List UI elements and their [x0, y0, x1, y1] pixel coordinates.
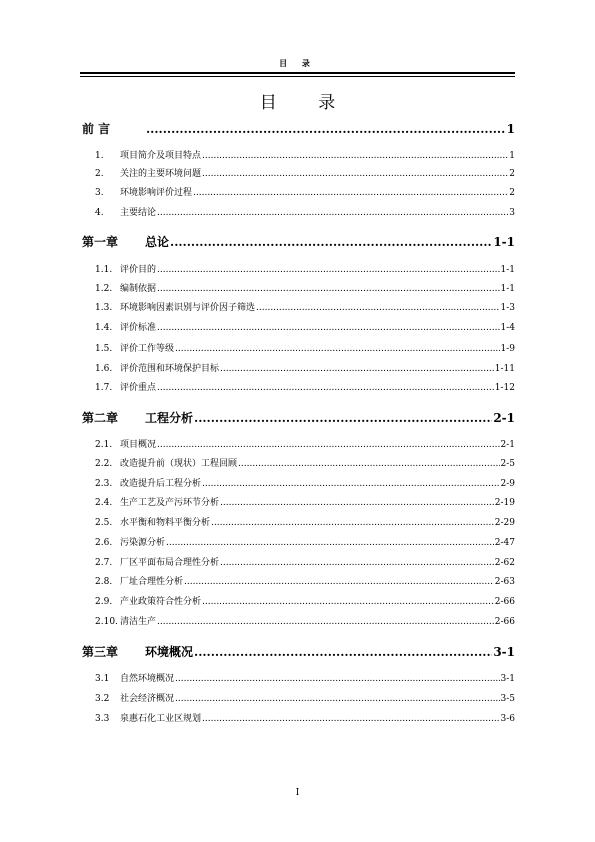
toc-entry-title: 评价范围和环境保护目标 [120, 364, 220, 374]
toc-entry-title: 编制依据 [120, 284, 157, 294]
toc-entry-title: 项目简介及项目特点 [120, 151, 202, 161]
toc-entry-number: 2.7. [95, 558, 113, 568]
toc-entry-title: 工程分析 [145, 411, 194, 425]
toc-leader-dots [146, 122, 506, 136]
toc-entry-title: 水平衡和物料平衡分析 [120, 518, 211, 528]
toc-leader-dots [157, 323, 499, 333]
toc-entry-page: 1-11 [494, 364, 515, 374]
toc-leader-dots [157, 440, 499, 450]
toc-leader-dots [175, 344, 499, 354]
toc-entry-title: 环境概况 [145, 645, 194, 659]
toc-entry-title: 评价标准 [120, 323, 157, 333]
toc-entry-page: 1 [509, 151, 515, 161]
toc-entry-page: 1-12 [494, 383, 515, 393]
toc-entry-page: 1-1 [500, 265, 515, 275]
toc-entry-number: 1. [95, 151, 104, 161]
toc-section-entry[interactable] [95, 614, 515, 627]
toc-section-entry[interactable] [95, 300, 515, 313]
toc-entry-number: 2.1. [95, 440, 113, 450]
toc-entry-title: 改造提升后工程分析 [120, 479, 202, 489]
toc-section-entry[interactable] [95, 185, 515, 198]
toc-leader-dots [184, 577, 494, 587]
toc-leader-dots [211, 518, 494, 528]
toc-section-entry[interactable] [95, 361, 515, 374]
toc-section-entry[interactable] [95, 515, 515, 528]
toc-leader-dots [170, 235, 492, 249]
toc-leader-dots [220, 364, 494, 374]
toc-section-entry[interactable] [95, 456, 515, 469]
toc-entry-title: 环境影响因素识别与评价因子筛选 [120, 303, 256, 313]
toc-section-entry[interactable] [95, 380, 515, 393]
toc-entry-page: 1 [506, 122, 515, 136]
toc-entry-number: 1.3. [95, 303, 113, 313]
toc-entry-title: 厂区平面布局合理性分析 [120, 558, 220, 568]
toc-section-entry[interactable] [95, 594, 515, 607]
toc-entry-title: 评价目的 [120, 265, 157, 275]
toc-leader-dots [202, 714, 499, 724]
toc-entry-title: 环境影响评价过程 [120, 188, 193, 198]
toc-leader-dots [157, 208, 508, 218]
toc-entry-number: 3.3 [95, 714, 110, 724]
toc-section-entry[interactable] [95, 205, 515, 218]
toc-entry-page: 2 [509, 169, 515, 179]
toc-entry-title: 项目概况 [120, 440, 157, 450]
toc-entry-page: 1-1 [500, 284, 515, 294]
toc-leader-dots [202, 597, 494, 607]
toc-leader-dots [202, 151, 508, 161]
toc-entry-number: 2.3. [95, 479, 113, 489]
toc-chapter-entry[interactable] [82, 409, 515, 426]
toc-entry-page: 2-5 [500, 459, 515, 469]
toc-entry-page: 2-1 [493, 411, 515, 425]
toc-section-entry[interactable] [95, 495, 515, 508]
toc-entry-number: 2. [95, 169, 104, 179]
toc-entry-page: 2-29 [494, 518, 515, 528]
toc-leader-dots [256, 303, 499, 313]
toc-entry-number: 第三章 [82, 645, 119, 659]
toc-entry-number: 2.5. [95, 518, 113, 528]
toc-entry-page: 3 [509, 208, 515, 218]
toc-entry-page: 1-4 [500, 323, 515, 333]
toc-entry-title: 评价重点 [120, 383, 157, 393]
toc-entry-number: 1.6. [95, 364, 113, 374]
toc-leader-dots [202, 479, 499, 489]
toc-leader-dots [157, 383, 494, 393]
toc-leader-dots [194, 645, 492, 659]
toc-entry-title: 泉惠石化工业区规划 [120, 714, 202, 724]
toc-entry-page: 2-19 [494, 498, 515, 508]
toc-entry-number: 1.7. [95, 383, 113, 393]
toc-entry-number: 1.5. [95, 344, 113, 354]
toc-leader-dots [194, 411, 492, 425]
toc-leader-dots [175, 674, 499, 684]
toc-entry-title: 自然环境概况 [120, 674, 175, 684]
toc-entry-number: 前 言 [82, 122, 111, 136]
toc-section-entry[interactable] [95, 437, 515, 450]
toc-section-entry[interactable] [95, 341, 515, 354]
toc-leader-dots [193, 188, 508, 198]
toc-leader-dots [238, 459, 499, 469]
toc-entry-page: 2-63 [494, 577, 515, 587]
toc-section-entry[interactable] [95, 555, 515, 568]
toc-title: 目 录 [259, 93, 354, 113]
toc-entry-number: 2.8. [95, 577, 113, 587]
toc-leader-dots [175, 694, 499, 704]
toc-entry-title: 污染源分析 [120, 538, 166, 548]
toc-entry-number: 3. [95, 188, 104, 198]
toc-entry-title: 主要结论 [120, 208, 157, 218]
toc-entry-number: 2.2. [95, 459, 113, 469]
toc-section-entry[interactable] [95, 262, 515, 275]
toc-entry-page: 2-66 [494, 617, 515, 627]
toc-entry-page: 1-3 [500, 303, 515, 313]
toc-chapter-entry[interactable] [82, 643, 515, 660]
toc-entry-title: 评价工作等级 [120, 344, 175, 354]
toc-entry-page: 3-5 [500, 694, 515, 704]
toc-section-entry[interactable] [95, 148, 515, 161]
toc-entry-title: 改造提升前（现状）工程回顾 [120, 459, 238, 469]
toc-entry-page: 1-1 [493, 235, 515, 249]
toc-entry-number: 第一章 [82, 235, 119, 249]
toc-section-entry[interactable] [95, 691, 515, 704]
toc-entry-number: 1.1. [95, 265, 113, 275]
toc-leader-dots [166, 538, 494, 548]
page-number: I [295, 788, 300, 798]
toc-entry-title: 厂址合理性分析 [120, 577, 184, 587]
toc-entry-number: 2.6. [95, 538, 113, 548]
toc-leader-dots [202, 169, 508, 179]
toc-entry-page: 1-9 [500, 344, 515, 354]
toc-entry-page: 2 [509, 188, 515, 198]
toc-section-entry[interactable] [95, 535, 515, 548]
toc-entry-number: 3.2 [95, 694, 110, 704]
toc-entry-page: 2-47 [494, 538, 515, 548]
toc-leader-dots [157, 617, 494, 627]
toc-entry-title: 产业政策符合性分析 [120, 597, 202, 607]
toc-entry-number: 1.4. [95, 323, 113, 333]
toc-section-entry[interactable] [95, 711, 515, 724]
toc-entry-title: 生产工艺及产污环节分析 [120, 498, 220, 508]
toc-entry-page: 3-6 [500, 714, 515, 724]
toc-leader-dots [157, 265, 499, 275]
running-header: 目 录 [279, 58, 316, 68]
toc-section-entry[interactable] [95, 166, 515, 179]
toc-entry-title: 关注的主要环境问题 [120, 169, 202, 179]
toc-entry-page: 2-1 [500, 440, 515, 450]
toc-chapter-entry[interactable] [82, 233, 515, 250]
toc-entry-page: 2-9 [500, 479, 515, 489]
toc-entry-number: 4. [95, 208, 104, 218]
toc-entry-number: 2.9. [95, 597, 113, 607]
toc-leader-dots [157, 284, 499, 294]
toc-entry-page: 2-66 [494, 597, 515, 607]
toc-entry-page: 2-62 [494, 558, 515, 568]
toc-entry-page: 3-1 [493, 645, 515, 659]
toc-leader-dots [220, 498, 494, 508]
toc-entry-number: 2.4. [95, 498, 113, 508]
toc-entry-title: 清洁生产 [120, 617, 157, 627]
toc-entry-number: 3.1 [95, 674, 110, 684]
toc-entry-title: 总论 [145, 235, 170, 249]
toc-chapter-entry[interactable] [82, 120, 515, 137]
toc-section-entry[interactable] [95, 281, 515, 294]
toc-entry-title: 社会经济概况 [120, 694, 175, 704]
toc-entry-page: 3-1 [500, 674, 515, 684]
toc-leader-dots [220, 558, 494, 568]
toc-entry-number: 1.2. [95, 284, 113, 294]
toc-section-entry[interactable] [95, 574, 515, 587]
toc-entry-number: 第二章 [82, 411, 119, 425]
toc-section-entry[interactable] [95, 476, 515, 489]
toc-section-entry[interactable] [95, 320, 515, 333]
toc-entry-number: 2.10. [95, 617, 118, 627]
toc-section-entry[interactable] [95, 671, 515, 684]
